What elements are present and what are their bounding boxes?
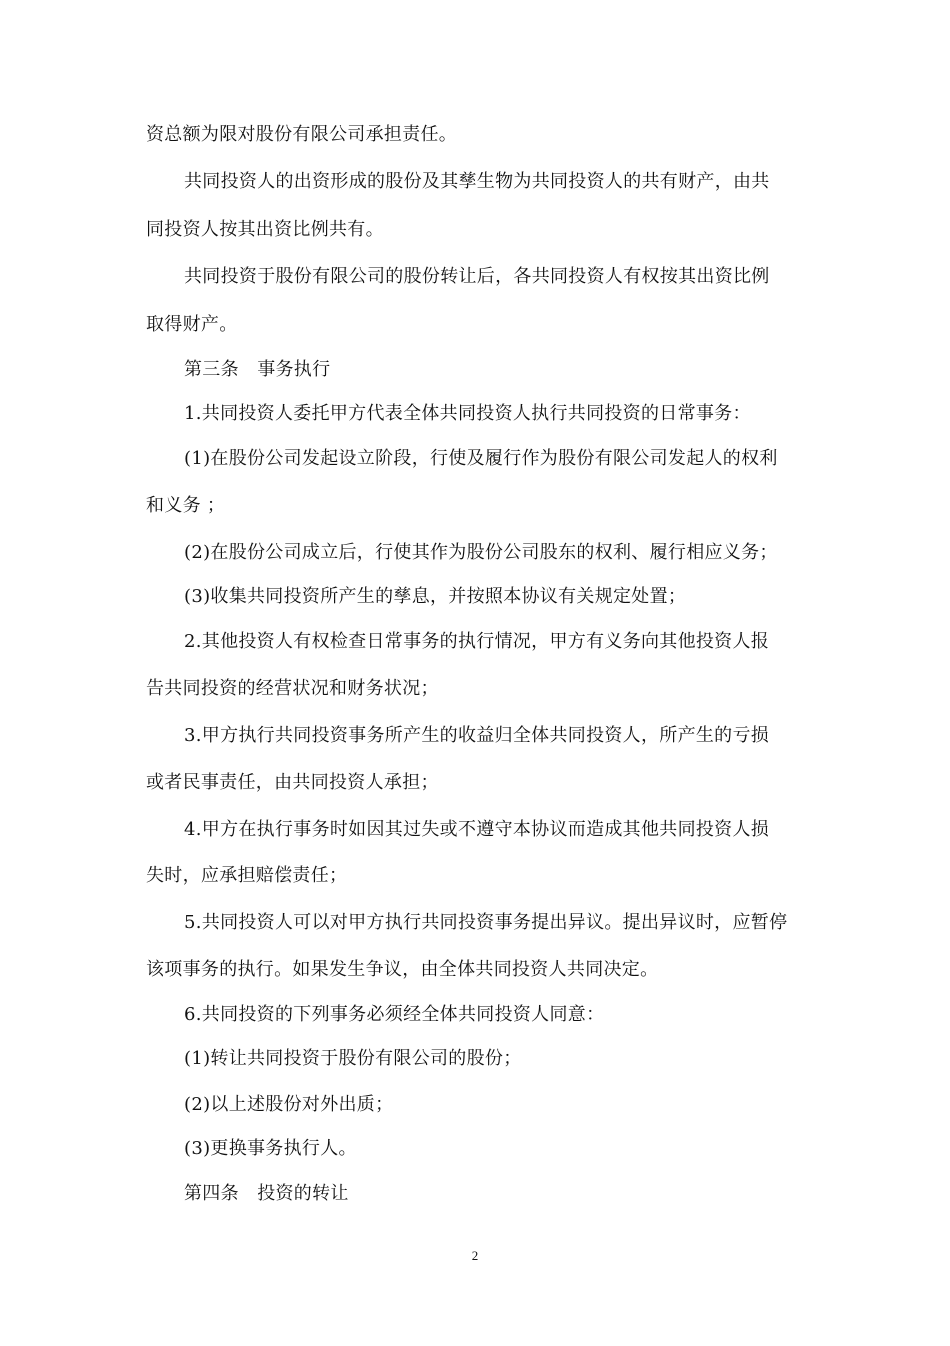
text-line: (3)收集共同投资所产生的孳息，并按照本协议有关规定处置； (184, 586, 687, 607)
text-line: 5.共同投资人可以对甲方执行共同投资事务提出异议。提出异议时，应暂停 (184, 912, 788, 933)
text-line: 取得财产。 (146, 314, 238, 335)
text-line: 4.甲方在执行事务时如因其过失或不遵守本协议而造成其他共同投资人损 (184, 819, 770, 840)
text-line: (2)在股份公司成立后，行使其作为股份公司股东的权利、履行相应义务； (184, 542, 778, 563)
text-line: 同投资人按其出资比例共有。 (146, 219, 384, 240)
page-number: 2 (471, 1248, 479, 1263)
text-line: 共同投资于股份有限公司的股份转让后，各共同投资人有权按其出资比例 (184, 266, 770, 287)
text-line: 或者民事责任，由共同投资人承担； (146, 772, 439, 793)
text-line: 2.其他投资人有权检查日常事务的执行情况，甲方有义务向其他投资人报 (184, 631, 770, 652)
text-line: 告共同投资的经营状况和财务状况； (146, 678, 439, 699)
section-heading: 第四条 投资的转让 (184, 1183, 349, 1204)
text-line: 6.共同投资的下列事务必须经全体共同投资人同意： (184, 1004, 605, 1025)
section-heading: 第三条 事务执行 (184, 359, 331, 380)
text-line: 共同投资人的出资形成的股份及其孳生物为共同投资人的共有财产，由共 (184, 171, 770, 192)
text-line: (1)转让共同投资于股份有限公司的股份； (184, 1048, 522, 1069)
text-line: (3)更换事务执行人。 (184, 1138, 357, 1159)
text-line: 和义务 ； (146, 495, 226, 516)
text-line: 1.共同投资人委托甲方代表全体共同投资人执行共同投资的日常事务： (184, 403, 751, 424)
text-line: 资总额为限对股份有限公司承担责任。 (146, 124, 458, 145)
text-line: 3.甲方执行共同投资事务所产生的收益归全体共同投资人，所产生的亏损 (184, 725, 770, 746)
text-line: 失时，应承担赔偿责任； (146, 865, 348, 886)
text-line: 该项事务的执行。如果发生争议，由全体共同投资人共同决定。 (146, 959, 659, 980)
text-line: (2)以上述股份对外出质； (184, 1094, 394, 1115)
text-line: (1)在股份公司发起设立阶段，行使及履行作为股份有限公司发起人的权利 (184, 448, 778, 469)
